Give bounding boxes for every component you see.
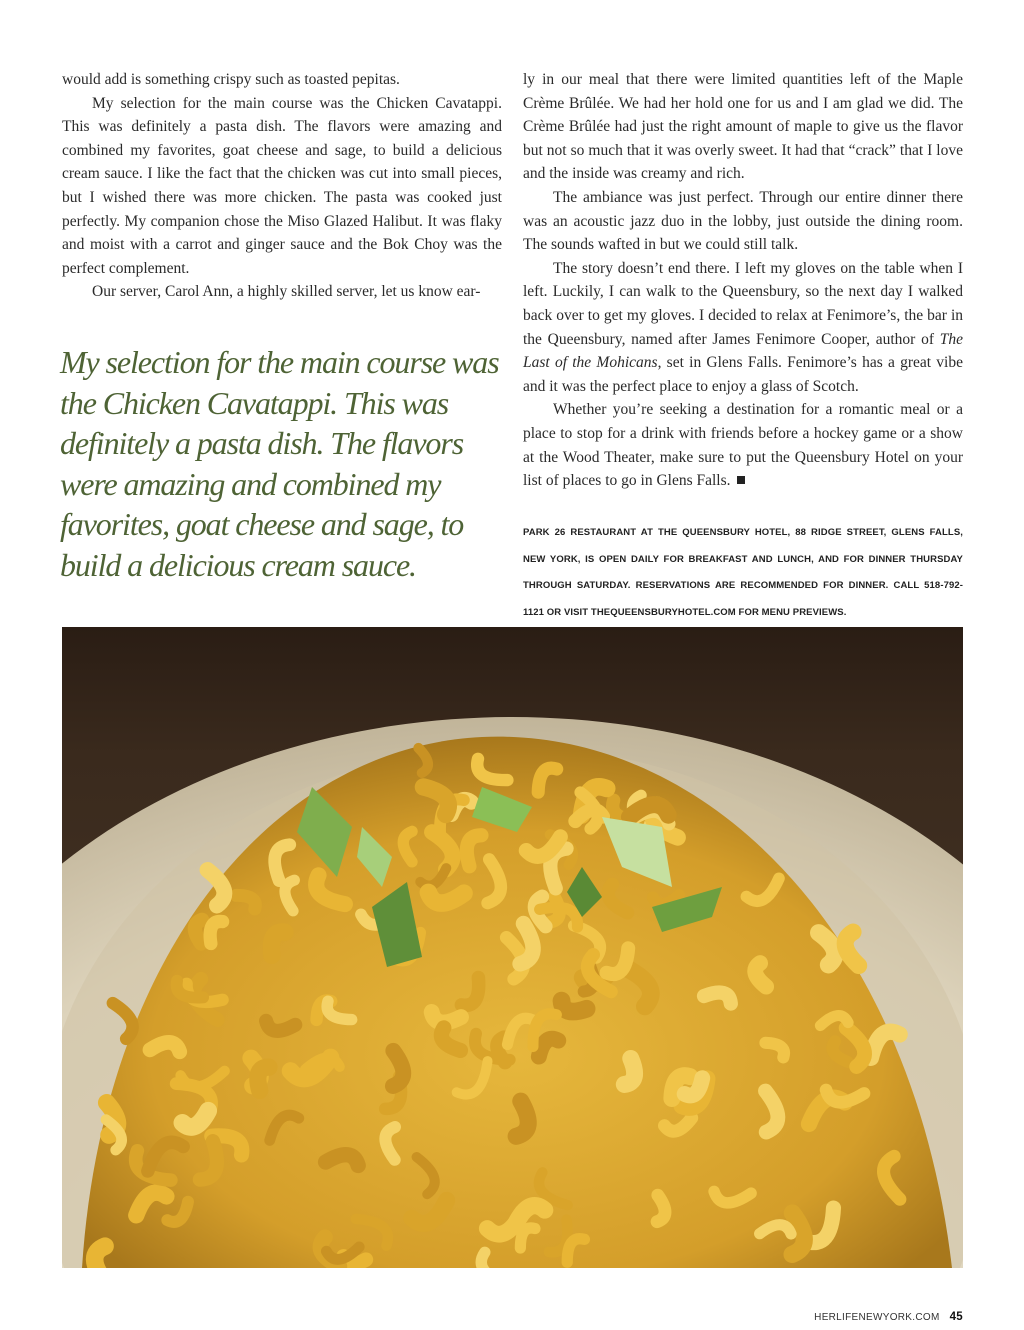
right-paragraph-3-text-end: , set in Glens Falls. Fenimore’s has a great vibe and it was the perfect place to enjoy a glass of Scotch.: [523, 354, 963, 395]
end-mark-icon: [737, 476, 745, 484]
right-paragraph-1: ly in our meal that there were limited quantities left of the Maple Crème Brûlée. We had her hold one for us and I am glad we did. The Crème Brûlée had just the right amount of maple to give us the flavor but not so much that it was overly sweet. It had that “crack” that I love and the inside was creamy and rich.: [523, 71, 963, 183]
right-paragraph-2: The ambiance was just perfect. Through our entire dinner there was an acoustic jazz duo in the lobby, just outside the dining room. The sounds wafted in but we could still talk.: [523, 188, 963, 254]
pasta-piece: [195, 920, 202, 944]
right-paragraph-4: [523, 398, 963, 492]
pasta-illustration: [62, 627, 963, 1268]
right-paragraph-3-text: The story doesn’t end there. I left my gloves on the table when I left. Luckily, I can walk to the Queensbury, so the next day I walked back over to get my gloves. I decided to relax at Fenimore’s, the bar in the Queensbury, named after James Fenimore Cooper, author of: [523, 259, 963, 348]
pasta-piece: [657, 1195, 665, 1222]
pasta-piece: [150, 1042, 180, 1051]
pasta-photo: [62, 627, 963, 1268]
left-paragraph-3: Our server, Carol Ann, a highly skilled server, let us know ear-: [92, 283, 481, 301]
restaurant-info: PARK 26 RESTAURANT AT THE QUEENSBURY HOTEL, 88 RIDGE STREET, GLENS FALLS, NEW YORK, IS OPEN DAILY FOR BREAKFAST AND LUNCH, AND FOR DINNER THURSDAY THROUGH SATURDAY. RESERVATIONS ARE RECOMMENDED FOR DINNER. CALL 518-792-1121 OR VISIT THEQUEENSBURYHOTEL.COM FOR MENU PREVIEWS.: [523, 527, 963, 618]
pasta-piece: [95, 1246, 106, 1268]
book-title: The Last of the Mohicans: [523, 330, 963, 372]
pasta-piece: [755, 963, 766, 987]
left-paragraph-1: would add is something crispy such as toasted pepitas.: [62, 71, 400, 88]
pasta-piece: [428, 892, 464, 903]
right-paragraph-4-text: Whether you’re seeking a destination for a romantic meal or a place to stop for a drink with friends before a hockey game or a show at the Wood Theater, make sure to put the Queensbury Hotel on your list of places to go in Glens Falls.: [523, 401, 963, 490]
pull-quote: My selection for the main course was the Chicken Cavatappi. This was definitely a pasta dish. The flavors were amazing and combined my favorites, goat cheese and sage, to build a delicious cream sauce.: [60, 344, 499, 583]
left-paragraph-2: My selection for the main course was the Chicken Cavatappi. This was definitely a pasta dish. The flavors were amazing and combined my favorites, goat cheese and sage, to build a delicious cream sauce. I like the fact that the chicken was cut into small pieces, but I wished there was more chicken. The pasta was cooked just perfectly. My companion chose the Miso Glazed Halibut. It was flaky and moist with a carrot and ginger sauce and the Bok Choy was the perfect complement.: [62, 94, 502, 277]
right-column: [523, 68, 963, 493]
right-paragraph-3: [523, 257, 963, 399]
left-column: [62, 68, 502, 304]
site-url: HERLIFENEWYORK.COM: [814, 1312, 940, 1323]
page-footer: [814, 1311, 963, 1323]
page-number: 45: [949, 1311, 963, 1323]
